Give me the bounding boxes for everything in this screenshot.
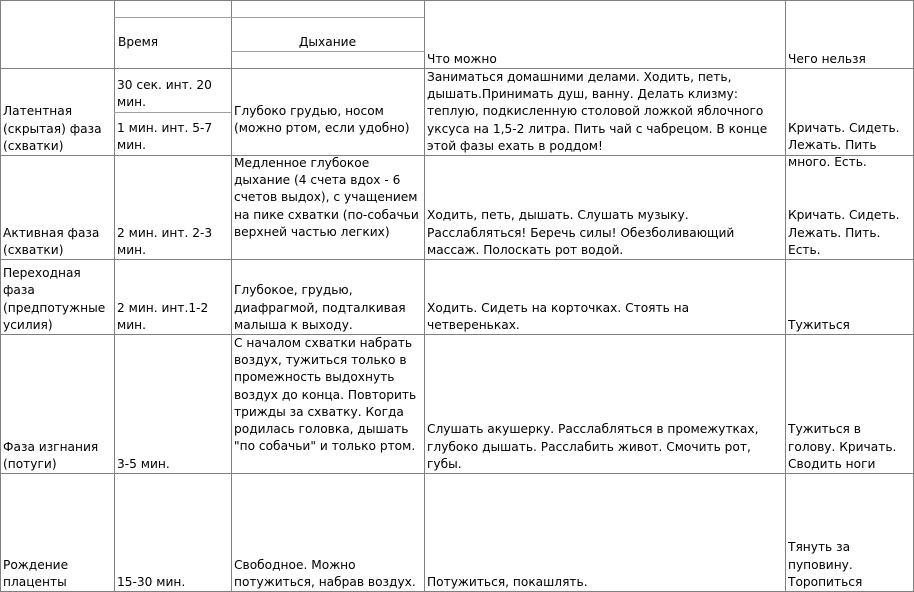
time-cell: 1 мин. инт. 5-7 мин. — [117, 121, 213, 153]
forbidden-cell — [788, 335, 908, 473]
forbidden-cell — [788, 156, 908, 259]
phase-label: Фаза изгнания (потуги) — [3, 439, 99, 471]
time-label: 2 мин. инт.1-2 мин. — [117, 300, 209, 332]
time-label: 3-5 мин. — [117, 456, 170, 471]
breathing-label: Свободное. Можно потужиться, набрав воздух. — [234, 557, 416, 589]
forbidden-cell — [788, 474, 908, 591]
breathing-cell — [234, 474, 422, 591]
grid-line — [114, 0, 115, 592]
phase-label: Рождение плаценты — [3, 557, 69, 589]
grid-line — [231, 0, 232, 592]
breathing-cell: Медленное глубокое дыхание (4 счета вдох - 6 счетов выдох), с учащением на пике схватки (по-собачьи верхней частью легких) — [234, 156, 419, 239]
forbidden-cell: Кричать. Сидеть. Лежать. Пить много. Есть. — [788, 121, 900, 170]
breathing-cell — [234, 260, 422, 334]
header-forbidden: Чего нельзя — [788, 52, 866, 66]
allowed-label: Потужиться, покашлять. — [427, 574, 588, 589]
header-allowed: Что можно — [427, 52, 497, 66]
phase-cell — [3, 474, 113, 591]
time-cell — [117, 260, 229, 334]
allowed-label: Ходить. Сидеть на корточках. Стоять на четвереньках. — [427, 300, 690, 332]
allowed-label: Слушать акушерку. Расслабляться в промежутках, глубоко дышать. Расслабить живот. Смочить рот, губы. — [427, 422, 759, 471]
phase-cell — [3, 156, 113, 259]
forbidden-label: Кричать. Сидеть. Лежать. Пить. Есть. — [788, 208, 900, 257]
grid-line — [114, 112, 231, 113]
phase-label: Активная фаза (схватки) — [3, 225, 100, 257]
header-time: Время — [118, 35, 159, 49]
forbidden-label: Тужиться в голову. Кричать. Сводить ноги — [788, 422, 897, 471]
phase-cell — [3, 69, 113, 155]
header-breathing: Дыхание — [298, 35, 357, 49]
time-cell — [117, 156, 229, 259]
phase-label: Переходная фаза (предпотужные усилия) — [3, 266, 106, 332]
time-label: 2 мин. инт. 2-3 мин. — [117, 225, 213, 257]
forbidden-cell — [788, 260, 908, 334]
breathing-label: Глубокое, грудью, диафрагмой, подталкивая малыша к выходу. — [234, 283, 406, 332]
grid-line — [114, 17, 424, 18]
breathing-cell: С началом схватки набрать воздух, тужиться только в промежность выдохнуть воздух до конца. Повторить трижды за схватку. Когда родилась головка, дышать "по собачьи" и только ртом. — [234, 336, 417, 454]
allowed-cell — [427, 260, 782, 334]
time-cell — [117, 335, 229, 473]
allowed-cell — [427, 335, 782, 473]
allowed-cell — [427, 474, 782, 591]
breathing-cell: Глубоко грудью, носом (можно ртом, если удобно) — [234, 104, 410, 136]
allowed-cell — [427, 156, 782, 259]
allowed-cell: Заниматься домашними делами. Ходить, петь, дышать.Принимать душ, ванну. Делать клизму: теплую, подкисленную столовой ложкой яблочного уксуса на 1,5-2 литра. Пить чай с чабрецом. В конце этой фазы ехать в роддом! — [427, 70, 768, 153]
allowed-label: Ходить, петь, дышать. Слушать музыку. Расслабляться! Беречь силы! Обезболивающий массаж. Полоскать рот водой. — [427, 208, 735, 257]
phase-cell — [3, 335, 113, 473]
forbidden-label: Тянуть за пуповину. Торопиться — [788, 540, 863, 589]
phase-cell — [3, 260, 113, 334]
grid-line — [785, 0, 786, 592]
forbidden-label: Тужиться — [788, 317, 850, 332]
phase-label: Латентная (скрытая) фаза (схватки) — [3, 104, 102, 153]
grid-line — [424, 0, 425, 592]
grid-line — [0, 0, 914, 1]
time-label: 15-30 мин. — [117, 574, 186, 589]
time-cell — [117, 474, 229, 591]
time-cell: 30 сек. инт. 20 мин. — [117, 78, 212, 110]
grid-line — [0, 0, 1, 592]
